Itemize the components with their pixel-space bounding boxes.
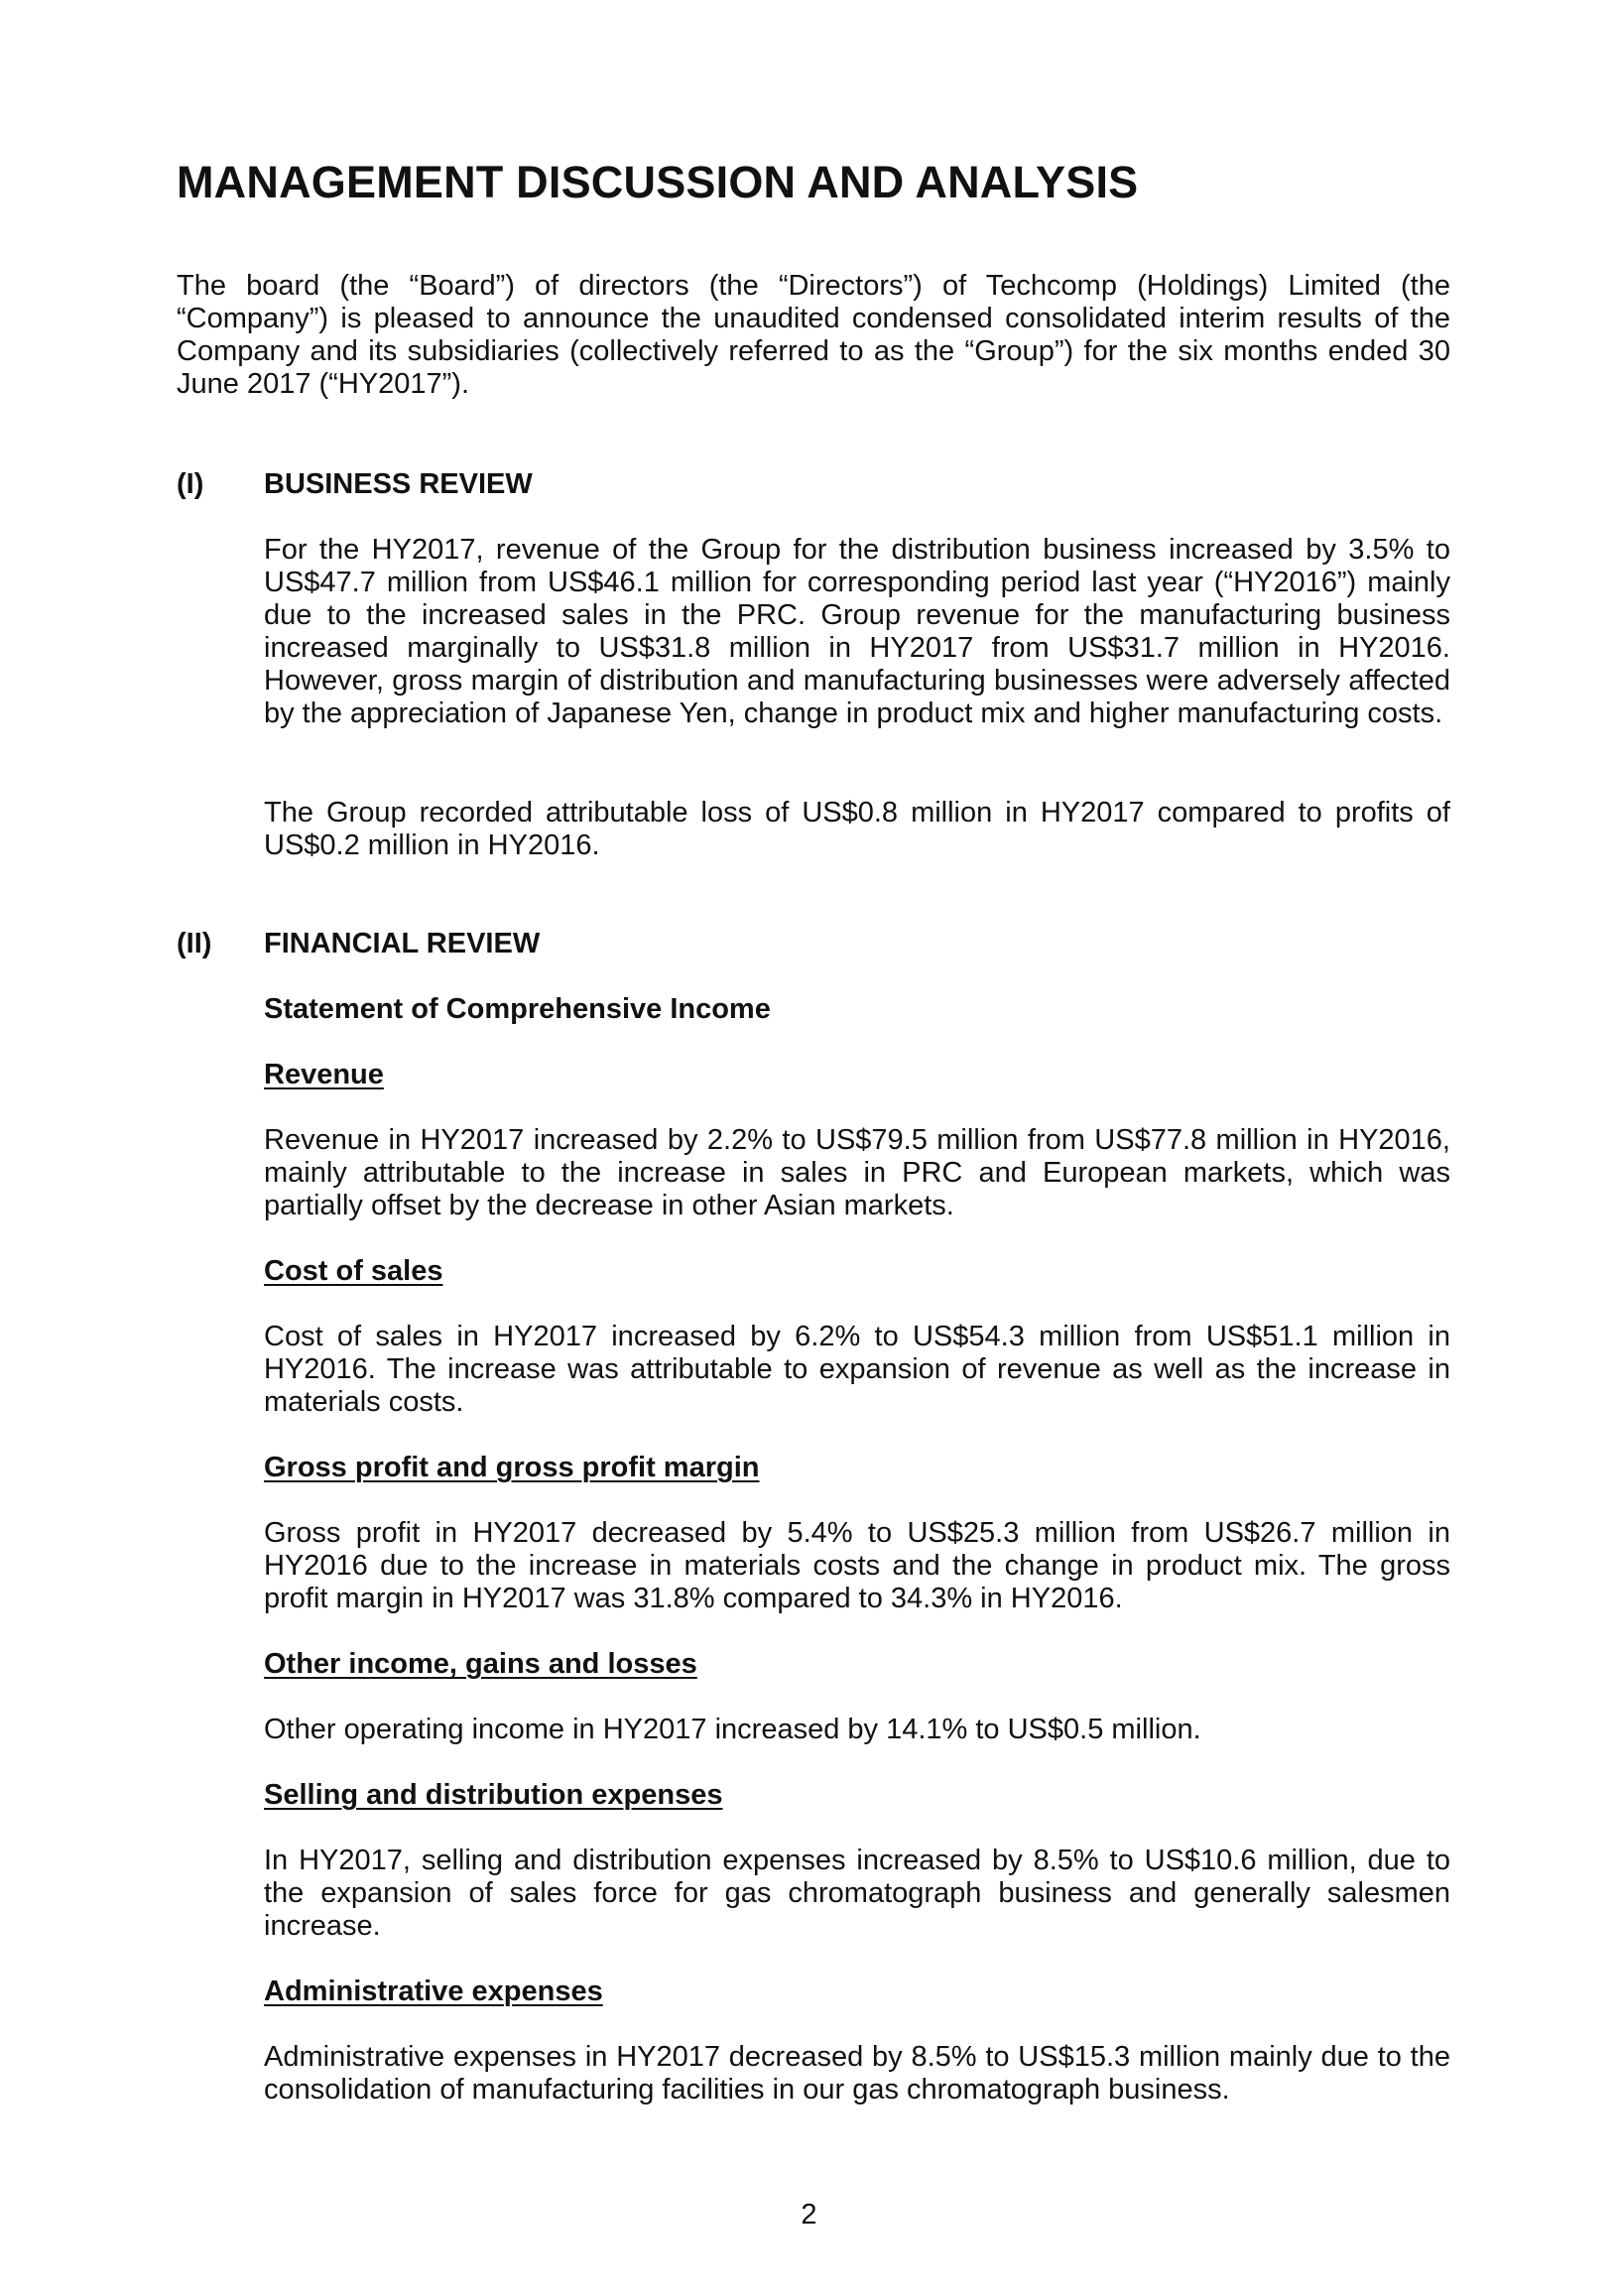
section-heading-business-review: BUSINESS REVIEW [264,468,533,500]
cost-of-sales-paragraph: Cost of sales in HY2017 increased by 6.2% to US$54.3 million from US$51.1 million in HY2016. The increase was attributable to expansion of revenue as well as the increase in materials costs. [264,1321,1450,1418]
statement-heading: Statement of Comprehensive Income [264,993,771,1025]
admin-expenses-heading: Administrative expenses [264,1976,603,2007]
revenue-heading: Revenue [264,1059,384,1090]
business-review-paragraph-2: The Group recorded attributable loss of US$0.8 million in HY2017 compared to profits of US$0.2 million in HY2016. [264,797,1450,861]
page-title: MANAGEMENT DISCUSSION AND ANALYSIS [177,157,1139,207]
intro-paragraph: The board (the “Board”) of directors (the “Directors”) of Techcomp (Holdings) Limited (the “Company”) is pleased to announce the unaudited condensed consolidated interim results of the Company and its subsidiaries (collectively referred to as the “Group”) for the six months ended 30 June 2017 (“HY2017”). [177,270,1450,400]
cost-of-sales-heading: Cost of sales [264,1255,443,1287]
revenue-paragraph: Revenue in HY2017 increased by 2.2% to US$79.5 million from US$77.8 million in HY2016, mainly attributable to the increase in sales in PRC and European markets, which was partially offset by the decrease in other Asian markets. [264,1124,1450,1221]
gross-profit-paragraph: Gross profit in HY2017 decreased by 5.4% to US$25.3 million from US$26.7 million in HY2016 due to the increase in materials costs and the change in product mix. The gross profit margin in HY2017 was 31.8% compared to 34.3% in HY2016. [264,1517,1450,1614]
business-review-paragraph-1: For the HY2017, revenue of the Group for the distribution business increased by 3.5% to US$47.7 million from US$46.1 million for corresponding period last year (“HY2016”) mainly due to the increased sales in the PRC. Group revenue for the manufacturing business increased marginally to US$31.8 million in HY2017 from US$31.7 million in HY2016. However, gross margin of distribution and manufacturing businesses were adversely affected by the appreciation of Japanese Yen, change in product mix and higher manufacturing costs. [264,534,1450,729]
selling-expenses-paragraph: In HY2017, selling and distribution expenses increased by 8.5% to US$10.6 million, due to the expansion of sales force for gas chromatograph business and generally salesmen increase. [264,1845,1450,1942]
selling-expenses-heading: Selling and distribution expenses [264,1779,723,1811]
other-income-heading: Other income, gains and losses [264,1648,697,1680]
section-number-business-review: (I) [177,468,204,500]
page-number: 2 [801,2199,817,2231]
section-heading-financial-review: FINANCIAL REVIEW [264,928,541,959]
other-income-paragraph: Other operating income in HY2017 increased by 14.1% to US$0.5 million. [264,1714,1201,1745]
gross-profit-heading: Gross profit and gross profit margin [264,1452,760,1483]
admin-expenses-paragraph: Administrative expenses in HY2017 decreased by 8.5% to US$15.3 million mainly due to the consolidation of manufacturing facilities in our gas chromatograph business. [264,2041,1450,2105]
section-number-financial-review: (II) [177,928,212,959]
